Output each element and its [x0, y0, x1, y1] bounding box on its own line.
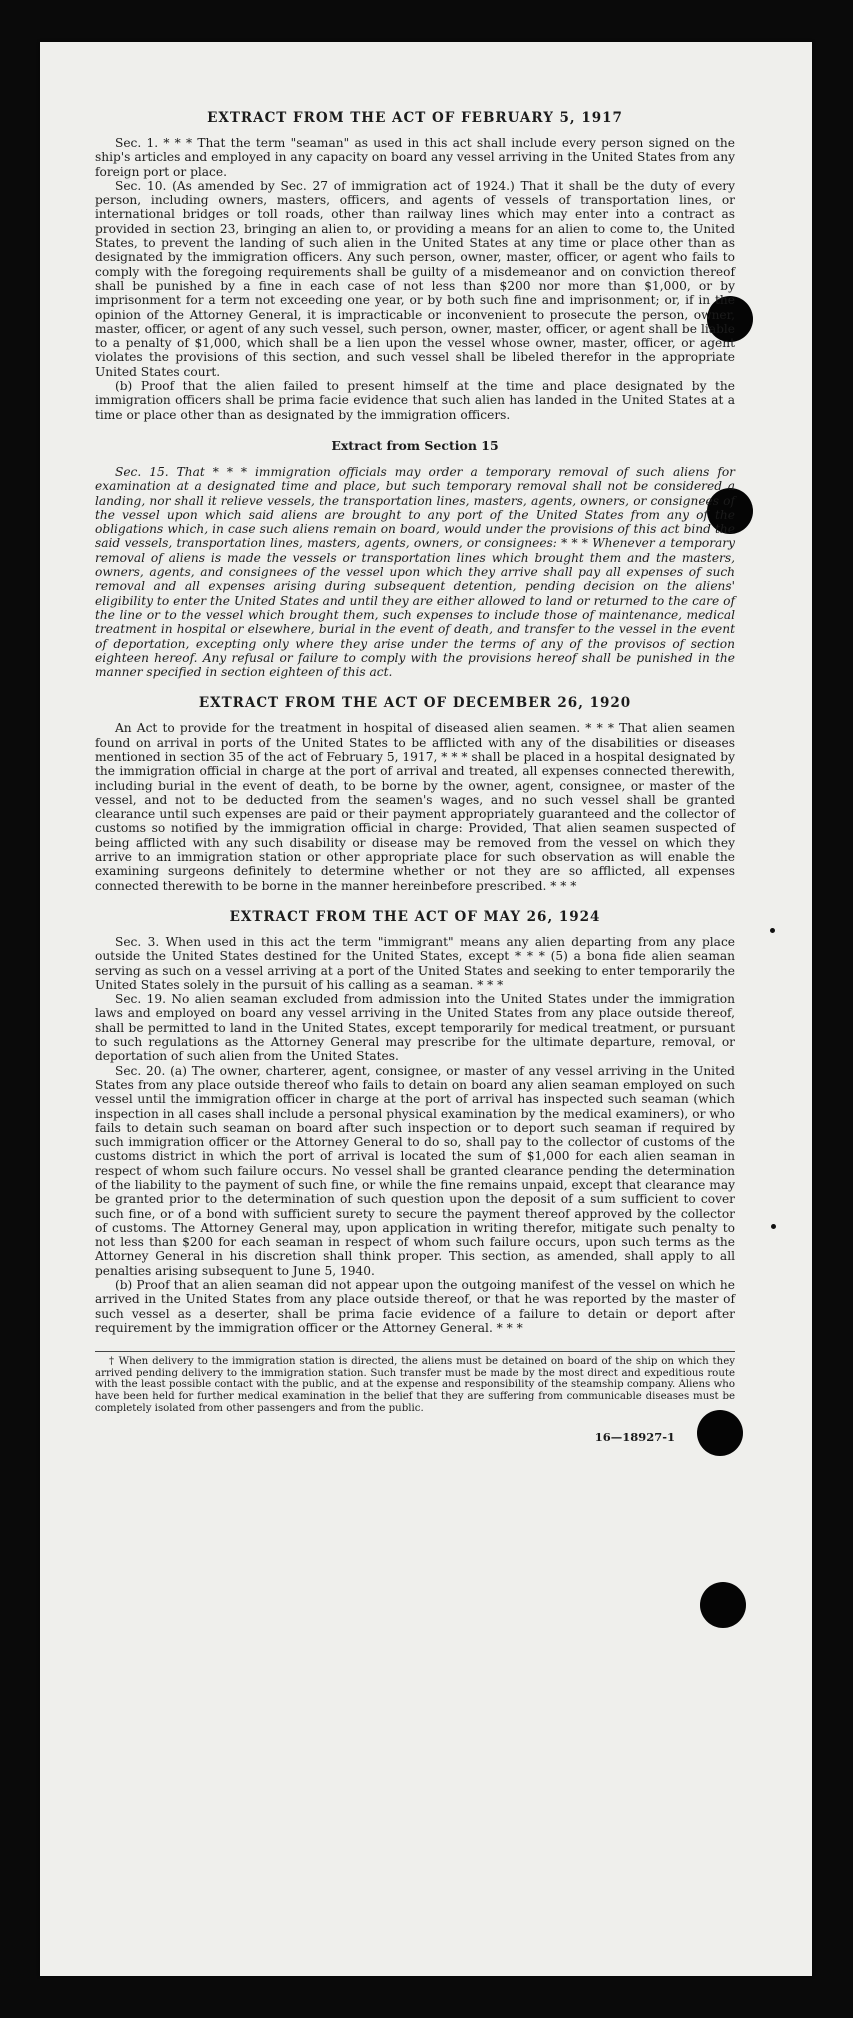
paragraph-sec-20-a: Sec. 20. (a) The owner, charterer, agent, consignee, or master of any vessel arriving in the United States from any place outside thereof who fails to detain on board any alien seaman employed on such vessel until the immigration officer in charge at the port of arrival has inspected such seaman (which inspection in all cases shall include a personal physical examination by the medical examiners), or who fails to detain such seaman on board after such inspection or to deport such seaman if required by such immigration officer or the Attorney General to do so, shall pay to the collector of customs of the customs district in which the port of arrival is located the sum of $1,000 for each alien seaman in respect of whom such failure occurs. No vessel shall be granted clearance pending the determination of the liability to the payment of such fine, or while the fine remains unpaid, except that clearance may be granted prior to the determination of such question upon the deposit of a sum sufficient to cover such fine, or of a bond with sufficient surety to secure the payment thereof approved by the collector of customs. The Attorney General may, upon application in writing therefor, mitigate such penalty to not less than $200 for each seaman in respect of whom such failure occurs, upon such terms as the Attorney General in his discretion shall think proper. This section, as amended, shall apply to all penalties arising subsequent to June 5, 1940. — [95, 1063, 735, 1278]
section-act-1920 — [95, 721, 735, 893]
paragraph-sec-3: Sec. 3. When used in this act the term "immigrant" means any alien departing from any place outside the United States destined for the United States, except * * * (5) a bona fide alien seaman serving as such on a vessel arriving at a port of the United States and seeking to enter temporarily the United States solely in the pursuit of his calling as a seaman. * * * — [95, 934, 735, 992]
heading-section-15: Extract from Section 15 — [331, 437, 499, 453]
section-act-1917 — [95, 136, 735, 422]
heading-act-1924: EXTRACT FROM THE ACT OF MAY 26, 1924 — [229, 908, 601, 925]
punch-hole — [700, 1582, 746, 1628]
heading-act-1920: EXTRACT FROM THE ACT OF DECEMBER 26, 1920 — [198, 695, 632, 712]
paragraph-sec-10: Sec. 10. (As amended by Sec. 27 of immigration act of 1924.) That it shall be the duty of every person, including owners, masters, officers, and agents of vessels of transportation lines, or international bridges or toll roads, other than railway lines which may enter into a contract as provided in section 23, bringing an alien to, or providing a means for an alien to come to, the United States, to prevent the landing of such alien in the United States at any time or place other than as designated by the immigration officers. Any such person, owner, master, officer, or agent who fails to comply with the foregoing requirements shall be guilty of a misdemeanor and on conviction thereof shall be punished by a fine in each case of not less than $200 nor more than $1,000, or by imprisonment for a term not exceeding one year, or by both such fine and imprisonment; or, if in the opinion of the Attorney General, it is impracticable or inconvenient to prosecute the person, owner, master, officer, or agent of any such vessel, such person, owner, master, officer, or agent shall be liable to a penalty of $1,000, which shall be a lien upon the vessel whose owner, master, officer, or agent violates the provisions of this section, and such vessel shall be libeled therefor in the appropriate United States court. — [95, 178, 735, 379]
section-act-1924 — [95, 935, 735, 1335]
speck — [771, 1224, 776, 1229]
paragraph-sec-1: Sec. 1. * * * That the term "seaman" as used in this act shall include every person signed on the ship's articles and employed in any capacity on board any vessel arriving in the United States from any foreign port or place. — [95, 136, 735, 179]
section-15 — [95, 465, 735, 679]
document-content — [95, 110, 735, 1444]
heading-act-1917: EXTRACT FROM THE ACT OF FEBRUARY 5, 1917 — [207, 110, 623, 126]
footnote — [95, 1351, 735, 1414]
paragraph-act-1920: An Act to provide for the treatment in hospital of diseased alien seamen. * * * That alien seamen found on arrival in ports of the United States to be afflicted with any of the disabilities or diseases mentioned in section 35 of the act of February 5, 1917, * * * shall be placed in a hospital designated by the immigration official in charge at the port of arrival and treated, all expenses connected therewith, including burial in the event of death, to be borne by the owner, agent, consignee, or master of the vessel, and not to be deducted from the seamen's wages, and no such vessel shall be granted clearance until such expenses are paid or their payment appropriately guaranteed and the collector of customs so notified by the immigration official in charge: Provided, That alien seamen suspected of being afflicted with any such disability or disease may be removed from the vessel on which they arrive to an immigration station or other appropriate place for such observation as will enable the examining surgeons definitely to determine whether or not they are so afflicted, all expenses connected therewith to be borne in the manner hereinbefore prescribed. * * * — [95, 721, 735, 893]
footnote-text: † When delivery to the immigration station is directed, the aliens must be detained on board of the ship on which they arrived pending delivery to the immigration station. Such transfer must be made by the most direct and expeditious route with the least possible contact with the public, and at the expense and responsibility of the steamship company. Aliens who have been held for further medical examination in the belief that they are suffering from communicable diseases must be completely isolated from other passengers and from the public. — [95, 1356, 735, 1414]
form-number: 16—18927-1 — [594, 1430, 675, 1445]
paragraph-sec-15: Sec. 15. That * * * immigration officials may order a temporary removal of such aliens for examination at a designated time and place, but such temporary removal shall not be considered a landing, nor shall it relieve vessels, the transportation lines, masters, agents, owners, or consignees of the vessel upon which said aliens are brought to any port of the United States from any of the obligations which, in case such aliens remain on board, would under the provisions of this act bind the said vessels, transportation lines, masters, agents, owners, or consignees: * * * Whenever a temporary removal of aliens is made the vessels or transportation lines which brought them and the masters, owners, agents, and consignees of the vessel upon which they arrive shall pay all expenses of such removal and all expenses arising during subsequent detention, pending decision on the aliens' eligibility to enter the United States and until they are either allowed to land or returned to the care of the line or to the vessel which brought them, such expenses to include those of maintenance, medical treatment in hospital or elsewhere, burial in the event of death, and transfer to the vessel in the event of deportation, excepting only where they arise under the terms of any of the provisos of section eighteen hereof. Any refusal or failure to comply with the provisions hereof shall be punished in the manner specified in section eighteen of this act. — [95, 464, 735, 680]
paragraph-sec-19: Sec. 19. No alien seaman excluded from admission into the United States under the immigration laws and employed on board any vessel arriving in the United States from any place outside thereof, shall be permitted to land in the United States, except temporarily for medical treatment, or pursuant to such regulations as the Attorney General may prescribe for the ultimate departure, removal, or deportation of such alien from the United States. — [95, 992, 735, 1064]
speck — [770, 928, 775, 933]
paragraph-sec-10-b: (b) Proof that the alien failed to present himself at the time and place designated by the immigration officers shall be prima facie evidence that such alien has landed in the United States at a time or place other than as designated by the immigration officers. — [95, 379, 735, 422]
paragraph-sec-20-b: (b) Proof that an alien seaman did not appear upon the outgoing manifest of the vessel on which he arrived in the United States from any place outside thereof, or that he was reported by the master of such vessel as a deserter, shall be prima facie evidence of a failure to detain or deport after requirement by the immigration officer or the Attorney General. * * * — [95, 1278, 735, 1335]
